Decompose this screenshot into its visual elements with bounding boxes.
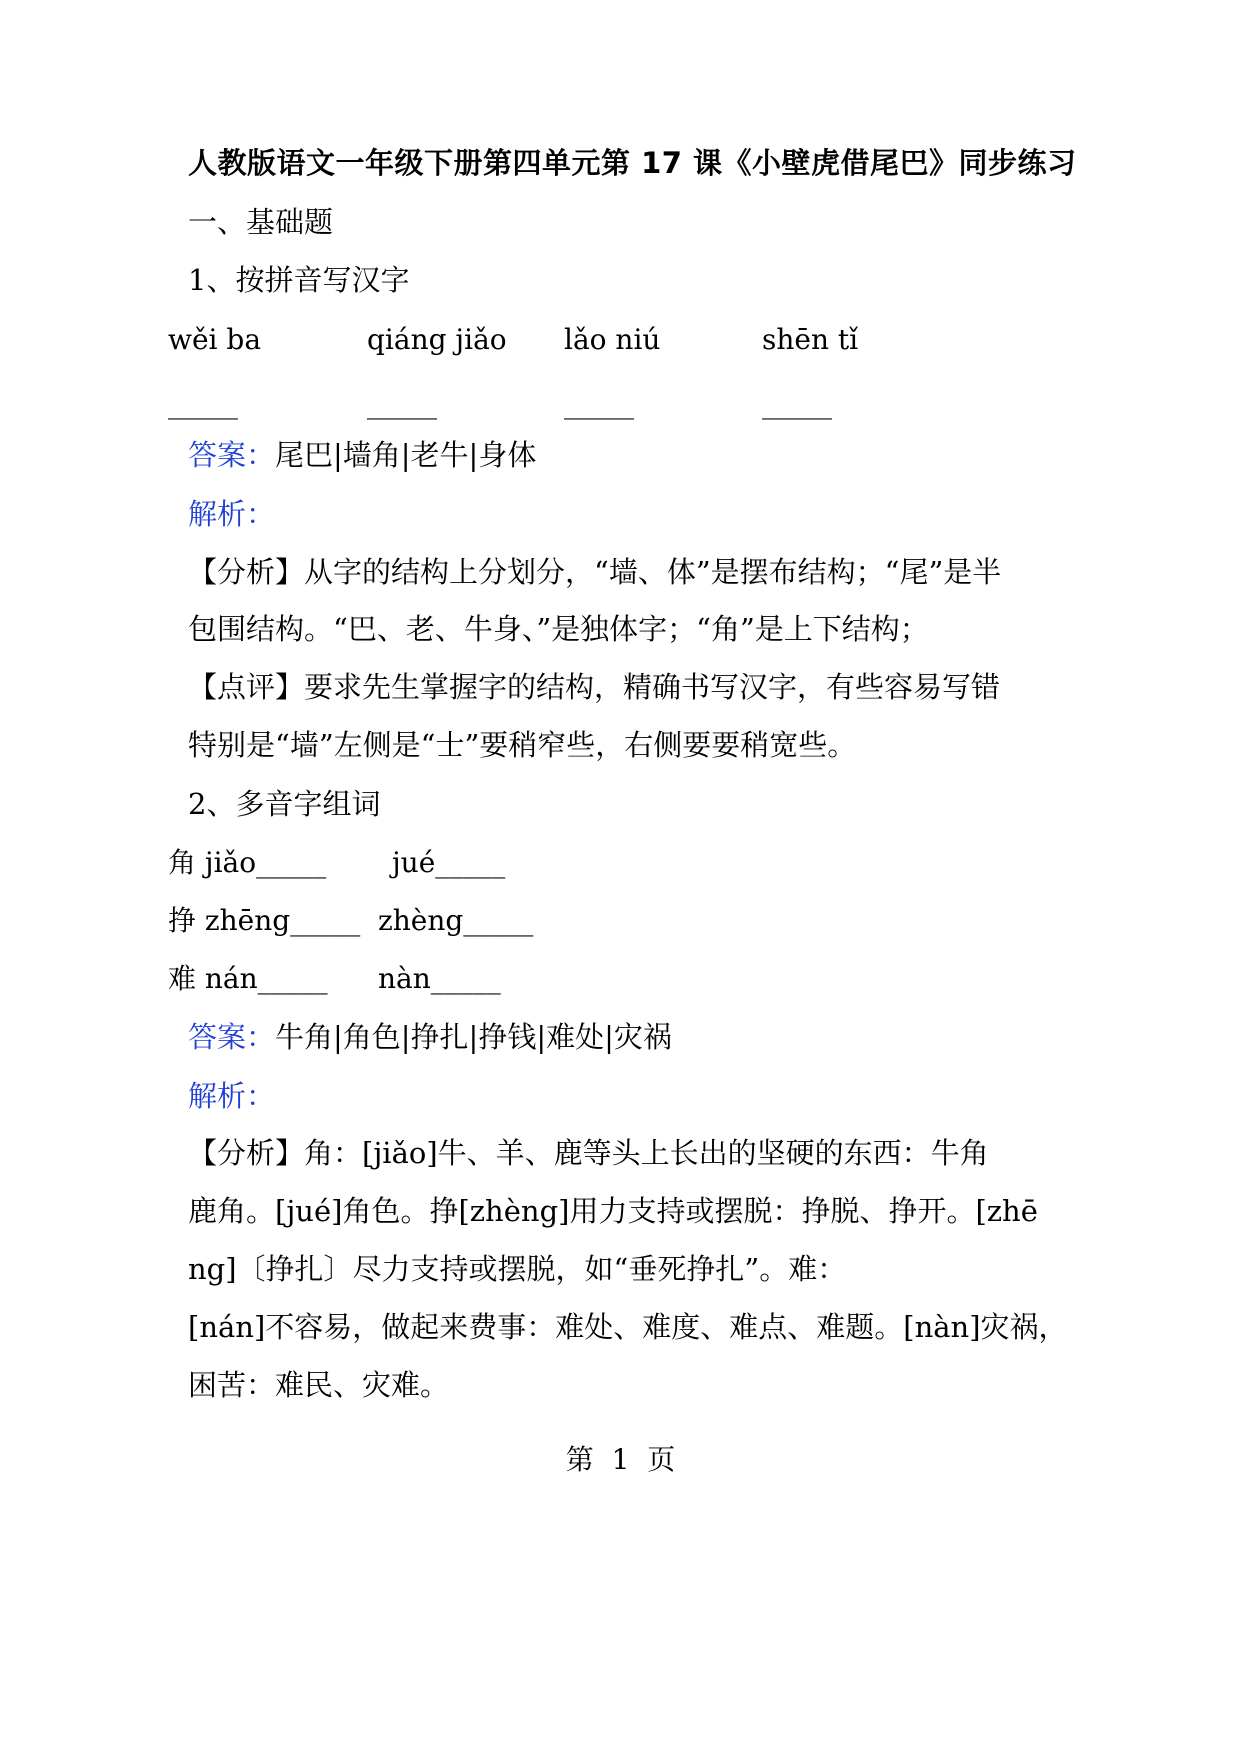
document-title: 人教版语文一年级下册第四单元第 17 课《小壁虎借尾巴》同步练习 <box>188 146 1077 180</box>
polyphone-row-a: 难 nán_____ <box>168 962 328 995</box>
polyphone-row-b: jué_____ <box>392 846 506 879</box>
analysis-line: ng]〔挣扎〕尽力支持或摆脱，如“垂死挣扎”。难： <box>188 1252 847 1286</box>
answer-blank-2: _____ <box>367 387 437 420</box>
answer-line-2 <box>188 1017 672 1057</box>
analysis-line: 特别是“墙”左侧是“士”要稍窄些，右侧要要稍宽些。 <box>188 728 857 762</box>
polyphone-row-b: nàn_____ <box>378 962 501 995</box>
analysis-line: 【点评】要求先生掌握字的结构，精确书写汉字，有些容易写错 <box>188 670 1001 704</box>
answer-text: 牛角|角色|挣扎|挣钱|难处|灾祸 <box>275 1020 672 1054</box>
polyphone-row-a: 角 jiǎo_____ <box>168 846 327 879</box>
analysis-label: 解析： <box>188 497 276 531</box>
answer-blank-1: _____ <box>168 387 238 420</box>
pinyin-2: qiáng jiǎo <box>367 323 507 356</box>
analysis-line: 【分析】从字的结构上分划分，“墙、体”是摆布结构；“尾”是半 <box>188 555 1002 589</box>
pinyin-3: lǎo niú <box>564 323 661 356</box>
analysis-label: 解析： <box>188 1079 276 1113</box>
answer-label: 答案： <box>188 438 276 472</box>
polyphone-row-b: zhèng_____ <box>378 904 534 937</box>
page-number: 第 1 页 <box>565 1443 676 1476</box>
section-heading: 一、基础题 <box>188 205 334 239</box>
answer-text: 尾巴|墙角|老牛|身体 <box>275 438 537 472</box>
polyphone-row-a: 挣 zhēng_____ <box>168 904 361 937</box>
pinyin-4: shēn tǐ <box>762 323 859 356</box>
answer-line-1 <box>188 435 536 475</box>
question-1-heading: 1、按拼音写汉字 <box>188 263 410 297</box>
answer-blank-4: _____ <box>762 387 832 420</box>
analysis-line: 鹿角。[jué]角色。挣[zhèng]用力支持或摆脱：挣脱、挣开。[zhē <box>188 1194 1038 1228</box>
analysis-line: 包围结构。“巴、老、牛身、”是独体字；“角”是上下结构； <box>188 612 929 646</box>
answer-blank-3: _____ <box>564 387 634 420</box>
analysis-line: 【分析】角：[jiǎo]牛、羊、鹿等头上长出的坚硬的东西：牛角 <box>188 1136 989 1170</box>
answer-label: 答案： <box>188 1020 276 1054</box>
question-2-heading: 2、多音字组词 <box>188 787 381 821</box>
analysis-line: 困苦：难民、灾难。 <box>188 1368 450 1402</box>
pinyin-1: wěi ba <box>168 323 262 356</box>
analysis-line: [nán]不容易，做起来费事：难处、难度、难点、难题。[nàn]灾祸， <box>188 1310 1068 1344</box>
